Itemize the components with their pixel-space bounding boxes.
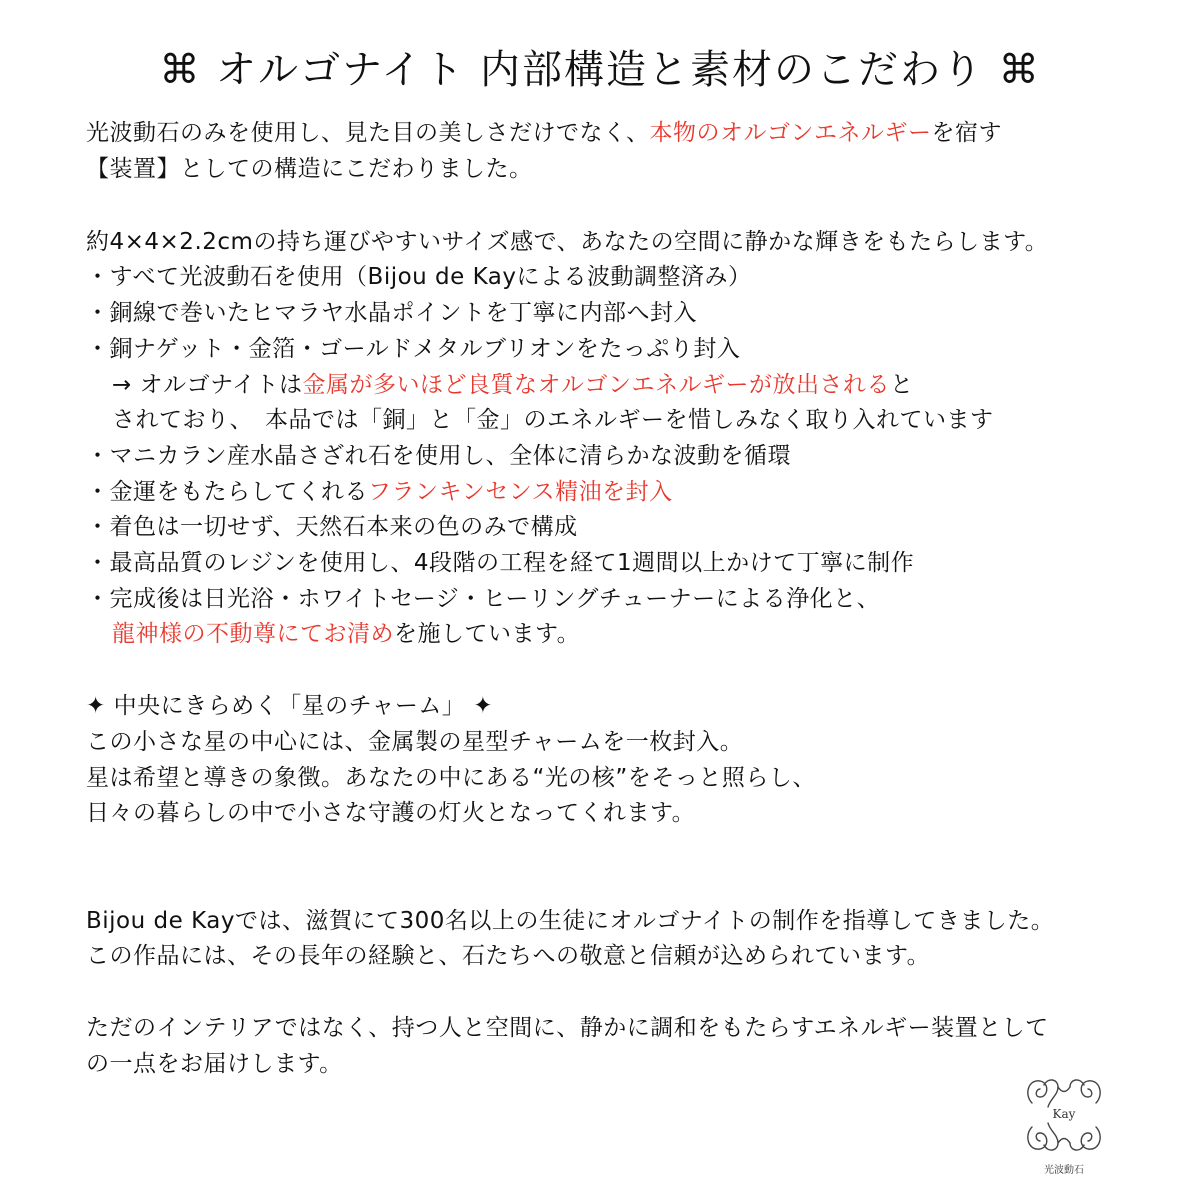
bullet-5-highlight-frankincense: フランキンセンス精油を封入 <box>368 479 673 505</box>
bullet-8-text: を施しています。 <box>394 621 581 647</box>
intro-line-1 <box>86 116 1002 150</box>
star-charm-line-2: 星は希望と導きの象徴。あなたの中にある“光の核”をそっと照らし、 <box>86 765 816 791</box>
feature-bullet-1: ・すべて光波動石を使用（Bijou de Kayによる波動調整済み） <box>86 264 752 290</box>
size-description: 約4×4×2.2cmの持ち運びやすいサイズ感で、あなたの空間に静かな輝きをもたらします。 <box>86 229 1049 255</box>
bullet-8-highlight-purification: 龍神様の不動尊にてお清め <box>112 621 394 647</box>
star-charm-line-1: この小さな星の中心には、金属製の星型チャームを一枚封入。 <box>86 729 744 755</box>
intro-line-2: 【装置】としての構造にこだわりました。 <box>86 156 533 182</box>
feature-bullet-7: ・最高品質のレジンを使用し、4段階の工程を経て1週間以上かけて丁寧に制作 <box>86 550 915 576</box>
logo-caption: 光波動石 <box>1044 1165 1084 1176</box>
feature-bullet-8: ・完成後は日光浴・ホワイトセージ・ヒーリングチューナーによる浄化と、 <box>86 586 881 612</box>
page-title: ⌘ オルゴナイト 内部構造と素材のこだわり ⌘ <box>159 47 1041 93</box>
feature-bullet-3-note-1 <box>112 368 913 402</box>
feature-bullet-3: ・銅ナゲット・金箔・ゴールドメタルブリオンをたっぷり封入 <box>86 336 741 362</box>
intro-highlight-orgone: 本物のオルゴンエネルギー <box>649 120 932 146</box>
feature-bullet-8-note <box>112 617 580 651</box>
note-text-a: → オルゴナイトは <box>112 372 303 398</box>
maker-line-2: この作品には、その長年の経験と、石たちへの敬意と信頼が込められています。 <box>86 943 931 969</box>
closing-line-1: ただのインテリアではなく、持つ人と空間に、静かに調和をもたらすエネルギー装置として <box>86 1015 1049 1041</box>
feature-bullet-2: ・銅線で巻いたヒマラヤ水晶ポイントを丁寧に内部へ封入 <box>86 300 697 326</box>
feature-bullet-5 <box>86 475 673 509</box>
feature-bullet-4: ・マニカラン産水晶さざれ石を使用し、全体に清らかな波動を循環 <box>86 443 791 469</box>
star-charm-line-3: 日々の暮らしの中で小さな守護の灯火となってくれます。 <box>86 800 696 826</box>
brand-logo <box>1022 1073 1106 1177</box>
note-text-b: と <box>889 372 914 398</box>
feature-bullet-3-note-2: されており、 本品では「銅」と「金」のエネルギーを惜しみなく取り入れています <box>112 407 994 433</box>
intro-text-1a: 光波動石のみを使用し、見た目の美しさだけでなく、 <box>86 120 650 146</box>
intro-text-1b: を宿す <box>931 120 1003 146</box>
maker-line-1: Bijou de Kayでは、滋賀にて300名以上の生徒にオルゴナイトの制作を指導してきました。 <box>86 908 1055 934</box>
star-charm-heading: ✦ 中央にきらめく「星のチャーム」 ✦ <box>86 693 493 719</box>
feature-bullet-6: ・着色は一切せず、天然石本来の色のみで構成 <box>86 514 578 540</box>
closing-line-2: の一点をお届けします。 <box>86 1051 343 1077</box>
note-highlight-metal: 金属が多いほど良質なオルゴンエネルギーが放出される <box>302 372 890 398</box>
bullet-5-text: ・金運をもたらしてくれる <box>86 479 368 505</box>
logo-brand-text: Kay <box>1052 1107 1076 1121</box>
